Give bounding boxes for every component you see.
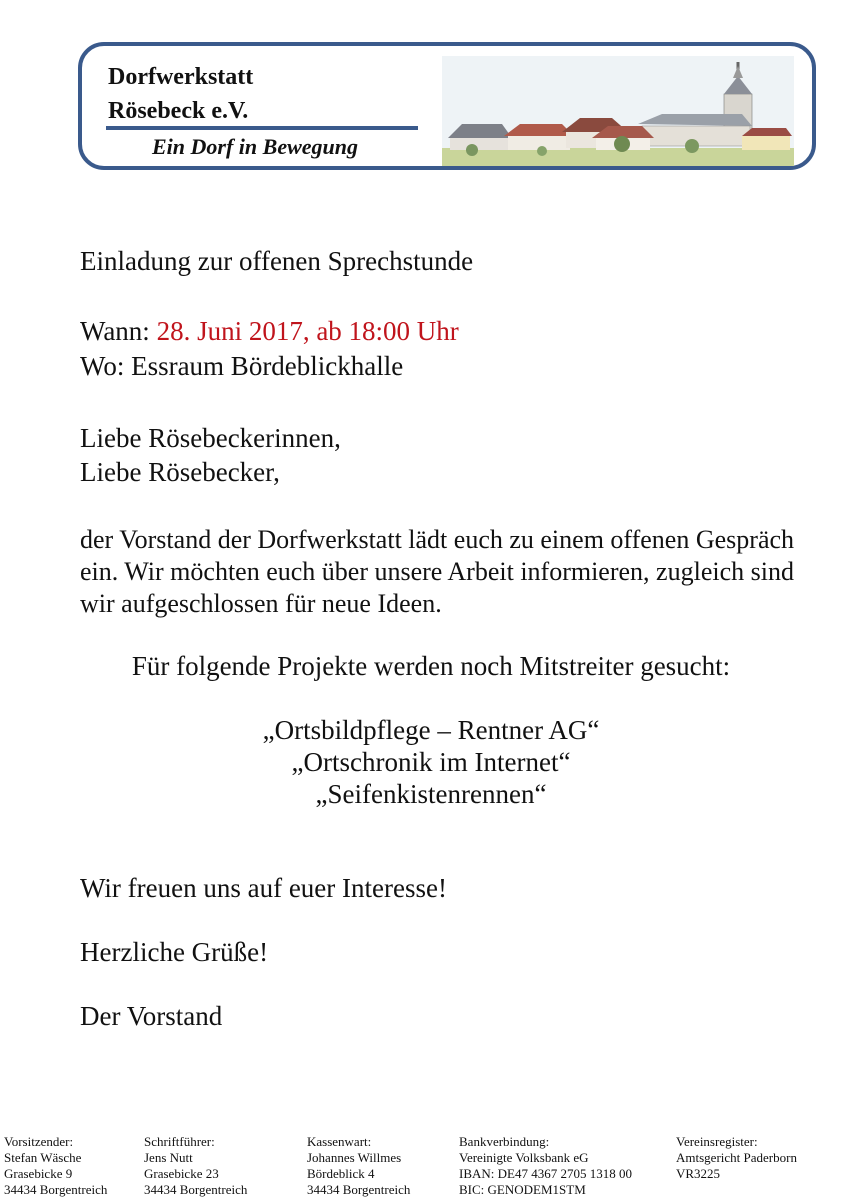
footer-chair [4,1134,107,1198]
footer-treasurer [307,1134,410,1198]
footer-line: Jens Nutt [144,1150,193,1165]
project-item: „Seifenkistenrennen“ [315,779,547,809]
org-name-line1: Dorfwerkstatt [108,64,254,90]
project-item: „Ortschronik im Internet“ [291,747,571,777]
slogan: Ein Dorf in Bewegung [152,134,358,159]
footer-line: VR3225 [676,1166,721,1181]
footer-title: Bankverbindung: [459,1134,550,1149]
footer-secretary [144,1134,247,1198]
footer-line: Johannes Willmes [307,1150,402,1165]
footer-line: Grasebicke 23 [144,1166,219,1181]
village-illustration [442,56,794,166]
closing-line: Herzliche Grüße! [80,937,269,967]
invitation-title: Einladung zur offenen Sprechstunde [80,246,474,276]
greeting-line: Liebe Rösebecker, [80,457,280,487]
closing-line: Wir freuen uns auf euer Interesse! [80,873,447,903]
when-label: Wann: [80,316,150,346]
body-paragraph: der Vorstand der Dorfwerkstatt lädt euch zu einem offenen Gespräch ein. Wir möchten euch über unsere Arbeit informieren, zugleich sind wir aufgeschlossen für neue Ideen. [80,525,795,618]
org-name-line2: Rösebeck e.V. [108,98,249,124]
when-line [80,314,459,348]
footer-title: Kassenwart: [307,1134,372,1149]
footer-line: 34434 Borgentreich [307,1182,411,1197]
footer-line: Grasebicke 9 [4,1166,73,1181]
footer-bank [459,1134,632,1198]
greeting-line: Liebe Rösebeckerinnen, [80,423,341,453]
footer-title: Vereinsregister: [676,1134,758,1149]
signature: Der Vorstand [80,1001,223,1031]
footer-line: Vereinigte Volksbank eG [459,1150,589,1165]
footer-line: 34434 Borgentreich [144,1182,248,1197]
footer-line: Stefan Wäsche [4,1150,82,1165]
projects-intro: Für folgende Projekte werden noch Mitstreiter gesucht: [131,651,731,681]
footer-line: BIC: GENODEM1STM [459,1182,586,1197]
when-value: 28. Juni 2017, ab 18:00 Uhr [156,316,459,346]
footer-line: Bördeblick 4 [307,1166,375,1181]
where-label: Wo: [80,351,125,381]
footer-line: Amtsgericht Paderborn [676,1150,797,1165]
footer-line: 34434 Borgentreich [4,1182,108,1197]
footer-line: IBAN: DE47 4367 2705 1318 00 [459,1166,632,1181]
header-rule [106,126,418,130]
footer-register [676,1134,797,1182]
where-value: Essraum Bördeblickhalle [131,351,404,381]
project-item: „Ortsbildpflege – Rentner AG“ [262,715,600,745]
footer-title: Schriftführer: [144,1134,215,1149]
letterhead-box [78,42,816,170]
where-line [80,349,403,383]
footer-title: Vorsitzender: [4,1134,74,1149]
